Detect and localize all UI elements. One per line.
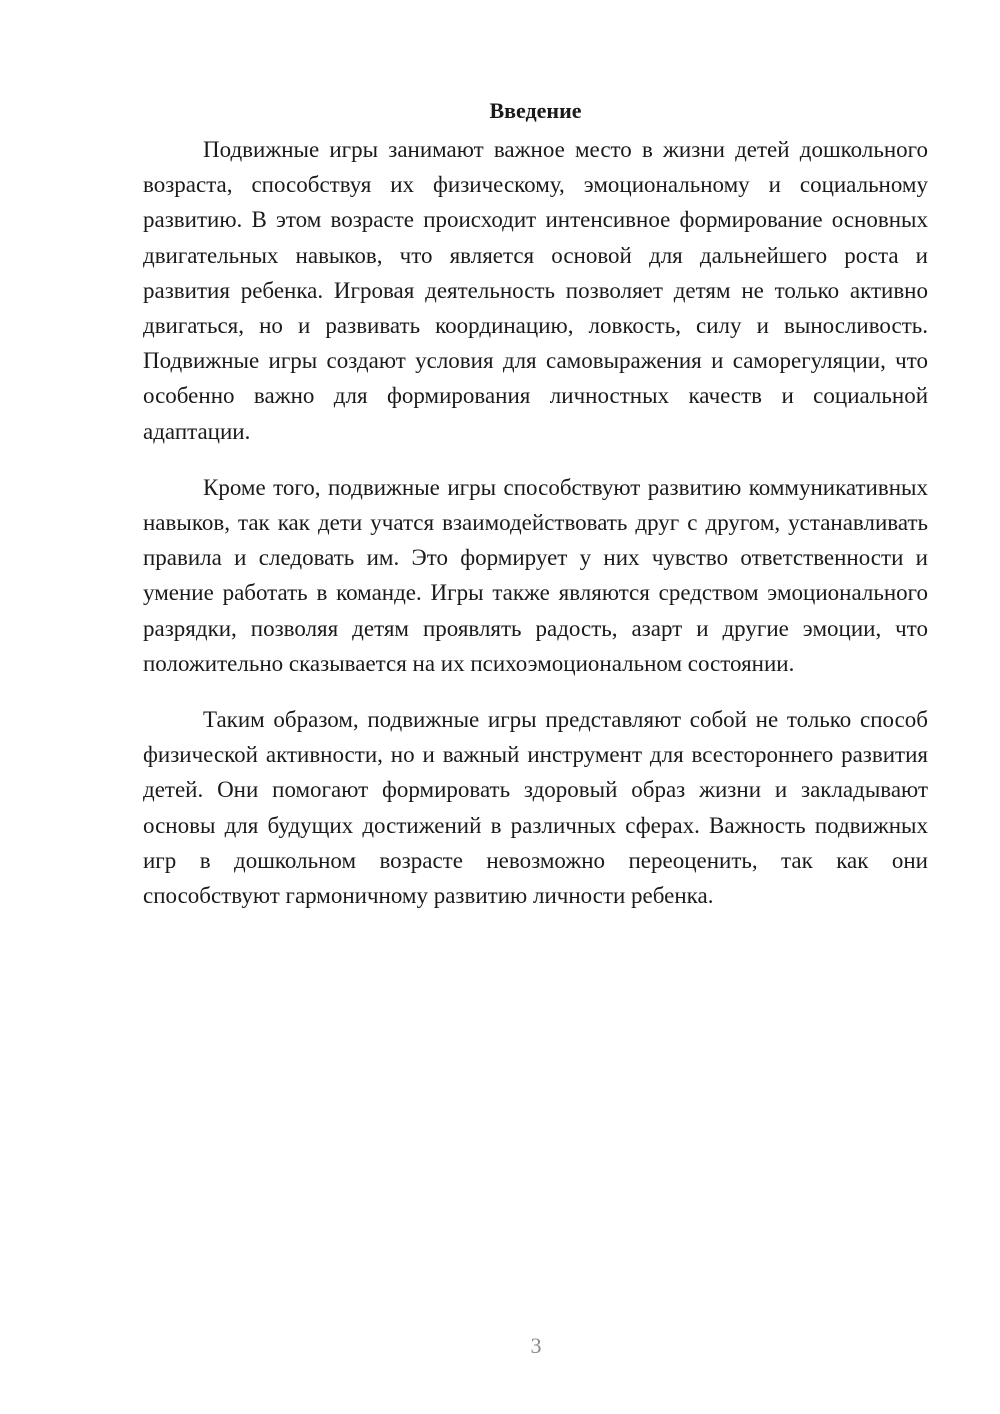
- page-number: 3: [530, 1333, 542, 1358]
- page-content: [143, 96, 928, 934]
- paragraph-1: Подвижные игры занимают важное место в жизни детей дошкольного возраста, способствуя их физическому, эмоциональному и социальному развитию. В этом возрасте происходит интенсивное формирование основных двигательных навыков, что является основой для дальнейшего роста и развития ребенка. Игровая деятельность позволяет детям не только активно двигаться, но и развивать координацию, ловкость, силу и выносливость. Подвижные игры создают условия для самовыражения и саморегуляции, что особенно важно для формирования личностных качеств и социальной адаптации.: [143, 137, 928, 444]
- paragraph-3: Таким образом, подвижные игры представляют собой не только способ физической активности, но и важный инструмент для всестороннего развития детей. Они помогают формировать здоровый образ жизни и закладывают основы для будущих достижений в различных сферах. Важность подвижных игр в дошкольном возрасте невозможно переоценить, так как они способствуют гармоничному развитию личности ребенка.: [143, 707, 928, 909]
- paragraph-2: Кроме того, подвижные игры способствуют развитию коммуникативных навыков, так как дети учатся взаимодействовать друг с другом, устанавливать правила и следовать им. Это формирует у них чувство ответственности и умение работать в команде. Игры также являются средством эмоционального разрядки, позволяя детям проявлять радость, азарт и другие эмоции, что положительно сказывается на их психоэмоциональном состоянии.: [143, 474, 928, 676]
- section-heading: Введение: [489, 98, 582, 123]
